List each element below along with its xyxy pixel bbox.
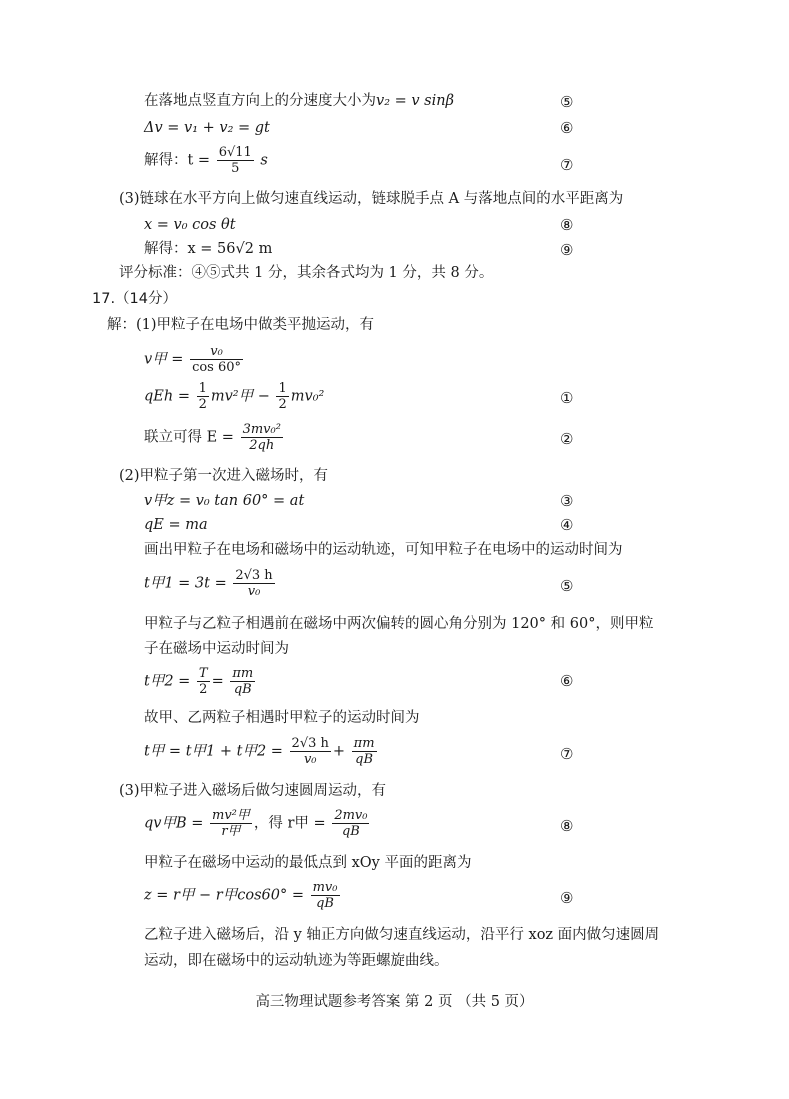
s16-line-1-eq: v₂ = v sinβ: [376, 93, 454, 109]
term: mv²甲 −: [210, 388, 270, 405]
denominator: qB: [355, 752, 374, 767]
eq-number: ⑦: [560, 156, 574, 174]
s17-eq-1: [144, 344, 245, 375]
s17-part-3b: 甲粒子在磁场中运动的最低点到 xOy 平面的距离为: [144, 855, 472, 871]
s17-part-2c-2: 子在磁场中运动时间为: [144, 641, 289, 657]
denominator: v₀: [303, 752, 317, 767]
numerator: 2√3 h: [235, 568, 273, 583]
numerator: mv²甲: [212, 808, 250, 823]
s16-line-3: [144, 145, 268, 176]
eq-number: ⑥: [560, 119, 574, 137]
eq-number: ①: [560, 389, 574, 407]
s17-eq-4: v甲z = v₀ tan 60° = at: [144, 493, 305, 509]
s17-header: 17.（14分）: [92, 291, 178, 307]
page-footer: 高三物理试题参考答案 第 2 页 （共 5 页）: [255, 994, 534, 1010]
eq-number: ②: [560, 430, 574, 448]
eq-number: ⑧: [560, 216, 574, 234]
s16-line-5: 解得：x = 56√2 m: [144, 241, 273, 257]
eq-number: ⑧: [560, 817, 574, 835]
s17-eq-3: [144, 422, 285, 453]
fraction: [311, 880, 340, 911]
s17-eq-6: [144, 568, 277, 599]
s17-part-2b: 画出甲粒子在电场和磁场中的运动轨迹，可知甲粒子在电场中的运动时间为: [144, 542, 623, 558]
eq-number: ④: [560, 516, 574, 534]
lhs: t甲1 = 3t =: [144, 575, 227, 592]
lhs: qEh =: [144, 388, 190, 405]
s17-part-3c-2: 运动，即在磁场中的运动轨迹为等距螺旋曲线。: [144, 953, 449, 969]
fraction: [233, 568, 274, 599]
s16-line-4: x = v₀ cos θt: [144, 217, 236, 233]
numerator: πm: [232, 666, 254, 681]
lhs: t甲2 =: [144, 673, 191, 690]
unit: s: [260, 152, 268, 169]
eq-number: ⑨: [560, 241, 574, 259]
denominator: 2: [198, 397, 207, 412]
denominator: 2: [278, 397, 287, 412]
numerator: 1: [278, 381, 287, 396]
s17-eq-2: [144, 381, 324, 412]
denominator: qB: [316, 896, 334, 911]
s17-eq-10: [144, 880, 342, 911]
eq-number: ⑥: [560, 672, 574, 690]
fraction: [241, 422, 283, 453]
fraction: [210, 808, 252, 839]
s16-line-1: [144, 94, 454, 109]
s17-eq-9: [144, 808, 371, 839]
numerator: mv₀: [312, 880, 338, 895]
fraction: [190, 344, 243, 375]
denominator: r甲: [221, 824, 241, 839]
numerator: 2√3 h: [291, 736, 329, 751]
denominator: 5: [231, 161, 240, 176]
s16-part-3: (3)链球在水平方向上做匀速直线运动，链球脱手点 A 与落地点间的水平距离为: [119, 191, 624, 207]
numerator: 1: [198, 381, 207, 396]
denominator: qB: [341, 824, 360, 839]
eq-number: ⑤: [560, 577, 574, 595]
s17-part-2d: 故甲、乙两粒子相遇时甲粒子的运动时间为: [144, 710, 420, 726]
fraction: [197, 381, 209, 412]
s17-part-1: 解：(1)甲粒子在电场中做类平抛运动，有: [107, 317, 375, 333]
eq-number: ③: [560, 492, 574, 510]
denominator: cos 60°: [192, 360, 242, 375]
fraction: [197, 666, 210, 697]
lhs: v甲 =: [144, 351, 184, 368]
lhs: qv甲B =: [144, 815, 204, 832]
fraction: [276, 381, 288, 412]
fraction: [290, 736, 331, 767]
lhs: 联立可得 E =: [144, 429, 234, 446]
denominator: v₀: [247, 584, 261, 599]
s17-part-3: (3)甲粒子进入磁场后做匀速圆周运动，有: [119, 783, 387, 799]
eq-number: ⑦: [560, 745, 574, 763]
denominator: 2qh: [249, 438, 275, 453]
fraction: [332, 808, 369, 839]
s16-line-3-text: 解得：t =: [144, 152, 211, 169]
denominator: qB: [233, 682, 252, 697]
fraction: [230, 666, 255, 697]
numerator: 2mv₀: [334, 808, 368, 823]
fraction: [217, 145, 254, 176]
connector: ，得 r甲 =: [253, 815, 326, 832]
denominator: 2: [199, 682, 208, 697]
eq-number: ⑤: [560, 93, 574, 111]
numerator: 3mv₀²: [242, 422, 281, 437]
numerator: 6√11: [218, 145, 252, 160]
fraction: [352, 736, 377, 767]
s16-line-1-text: 在落地点竖直方向上的分速度大小为: [144, 93, 376, 109]
term: mv₀²: [290, 388, 325, 405]
s17-part-3c-1: 乙粒子进入磁场后，沿 y 轴正方向做匀速直线运动，沿平行 xoz 面内做匀速圆周: [144, 927, 660, 943]
s17-eq-8: t甲 = t甲1 + t甲2 = $\frac{2√3 h}{\text{v₀}}$ + $\frac{\pi m}{qB}$: [144, 736, 375, 767]
s17-part-2: (2)甲粒子第一次进入磁场时，有: [119, 468, 329, 484]
eq-number: ⑨: [560, 889, 574, 907]
numerator: v₀: [190, 344, 243, 360]
numerator: T: [198, 666, 208, 681]
numerator: πm: [353, 736, 375, 751]
s17-part-2c-1: 甲粒子与乙粒子相遇前在磁场中两次偏转的圆心角分别为 120° 和 60°，则甲粒: [144, 616, 654, 632]
lhs: t甲 = t甲1 + t甲2 =: [144, 743, 283, 760]
s17-eq-7: t甲2 = $\frac{T}{2}$ = $\frac{\pi m}{qB}$: [144, 666, 254, 697]
s16-line-2: Δv = v₁ + v₂ = gt: [144, 120, 270, 136]
lhs: z = r甲 − r甲cos60° =: [144, 887, 304, 904]
s16-grading: 评分标准：④⑤式共 1 分，其余各式均为 1 分，共 8 分。: [119, 265, 494, 281]
s17-eq-5: qE = ma: [144, 517, 208, 533]
